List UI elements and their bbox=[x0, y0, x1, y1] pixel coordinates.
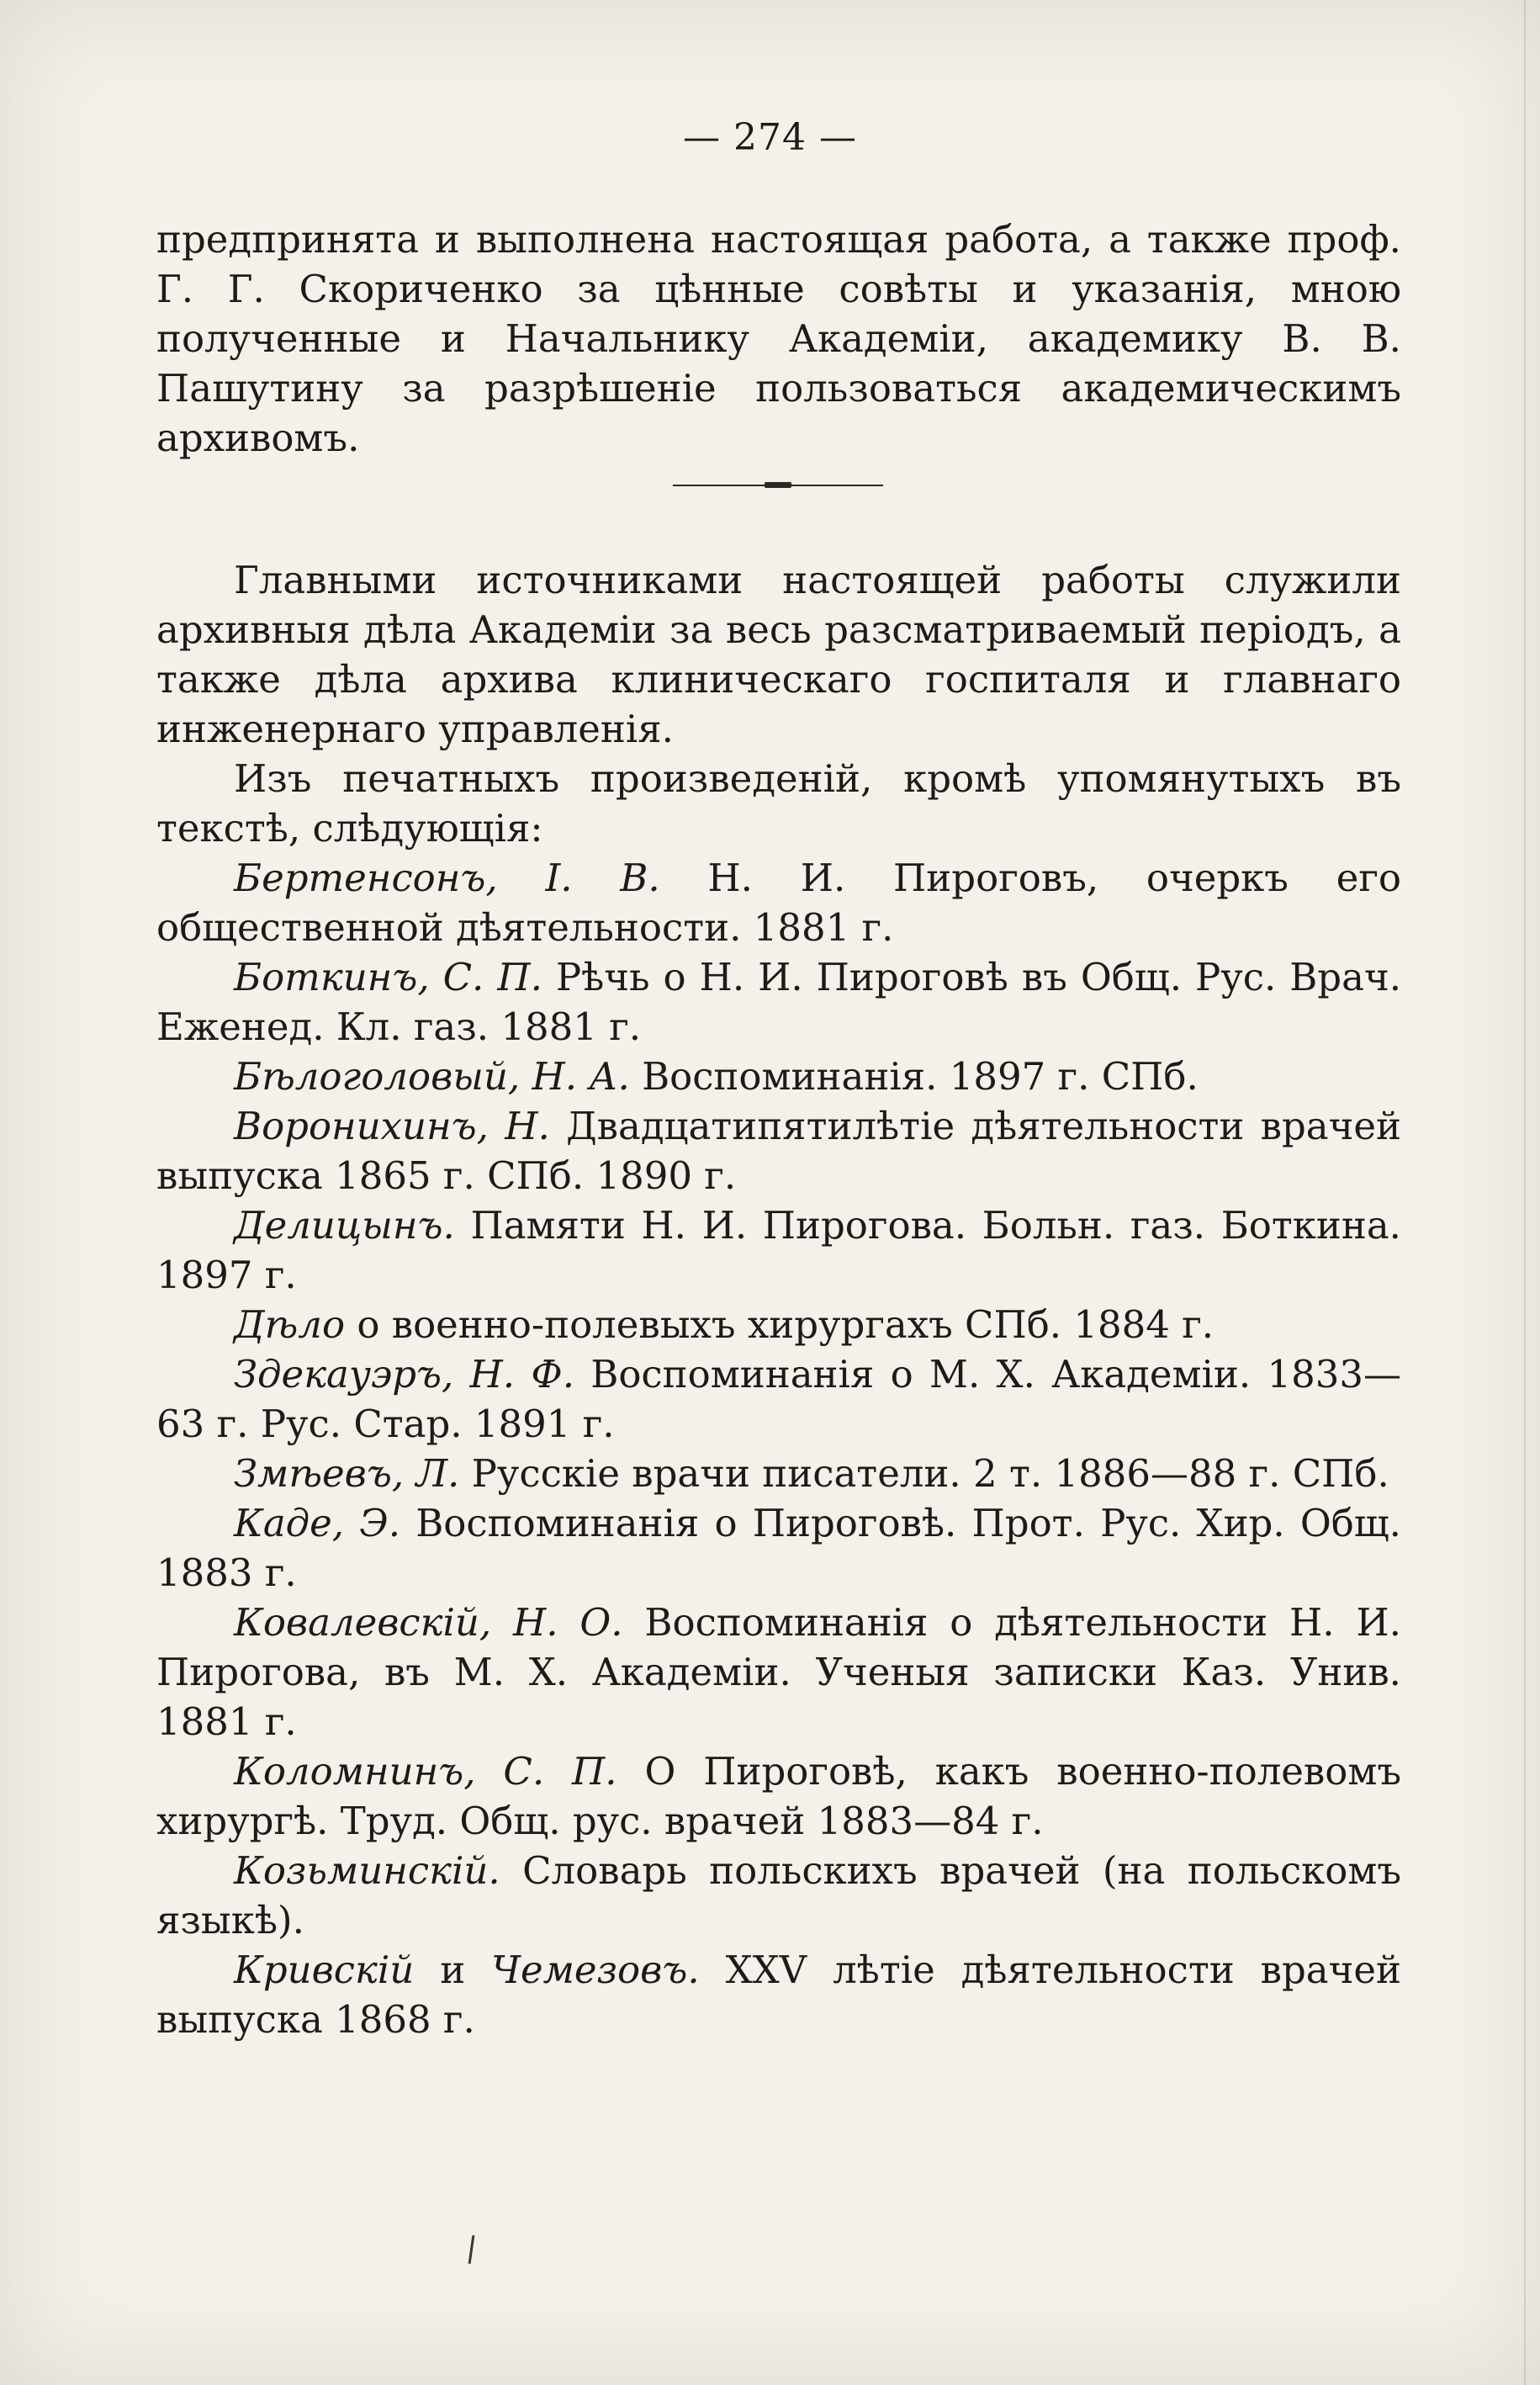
bibliography-author: Воронихинъ, Н. bbox=[234, 1104, 550, 1148]
bibliography-entry bbox=[156, 1349, 1401, 1449]
bibliography-text: Русскіе врачи писатели. 2 т. 1886—88 г. СПб. bbox=[459, 1451, 1389, 1496]
sources-text-block bbox=[156, 555, 1401, 2044]
bibliography-author: Козьминскій. bbox=[234, 1848, 500, 1893]
bibliography-text: Воспоминанія. 1897 г. СПб. bbox=[629, 1054, 1199, 1099]
printed-works-intro: Изъ печатныхъ произведеній, кромѣ упомянутыхъ въ текстѣ, слѣдующія: bbox=[156, 756, 1401, 851]
intro-text-block bbox=[156, 215, 1401, 463]
bibliography-author: Ковалевскій, Н. О. bbox=[234, 1600, 623, 1645]
bibliography-text: Двадцатипятилѣтіе дѣятельности врачей выпуска 1865 г. СПб. 1890 г. bbox=[156, 1104, 1402, 1198]
bibliography-author: Кривскій bbox=[234, 1948, 415, 1992]
bibliography-author: Дѣло bbox=[234, 1302, 346, 1347]
bibliography-entry bbox=[156, 952, 1401, 1052]
bibliography-text: Памяти Н. И. Пирогова. Больн. газ. Боткина. 1897 г. bbox=[156, 1203, 1401, 1297]
bibliography-text: о военно-полевыхъ хирургахъ СПб. 1884 г. bbox=[345, 1302, 1215, 1347]
bibliography-entry bbox=[156, 853, 1401, 952]
bibliography-entry bbox=[156, 1200, 1401, 1300]
bibliography-author: Боткинъ, С. П. bbox=[234, 955, 542, 999]
bibliography-text: и bbox=[414, 1948, 492, 1992]
bibliography-entry bbox=[156, 1746, 1401, 1846]
section-divider-ornament bbox=[765, 482, 791, 488]
bibliography-text: Рѣчь о Н. И. Пироговѣ въ Общ. Рус. Врач. Еженед. Кл. газ. 1881 г. bbox=[156, 955, 1402, 1049]
bibliography-text: Воспоминанія о дѣятельности Н. И. Пирогова, въ М. Х. Академіи. Ученыя записки Каз. Унив. 1881 г. bbox=[156, 1600, 1401, 1744]
bibliography-entry bbox=[156, 1300, 1401, 1349]
bibliography-author: Делицынъ. bbox=[234, 1203, 455, 1248]
bibliography-author: Змѣевъ, Л. bbox=[234, 1451, 460, 1496]
bibliography-coauthor: Чемезовъ. bbox=[491, 1948, 700, 1992]
bibliography-entry bbox=[156, 1101, 1401, 1200]
bibliography-entry bbox=[156, 1498, 1401, 1598]
bibliography-text: О Пироговѣ, какъ военно-полевомъ хирургѣ. Труд. Общ. рус. врачей 1883—84 г. bbox=[156, 1749, 1401, 1843]
intro-paragraph: предпринята и выполнена настоящая работа, а также проф. Г. Г. Скориченко за цѣнные совѣты и указанія, мною полученные и Начальнику Академіи, академику В. В. Пашутину за разрѣшеніе пользоваться академическимъ архивомъ. bbox=[156, 217, 1401, 460]
bibliography-author: Бѣлоголовый, Н. А. bbox=[234, 1054, 630, 1099]
bibliography-entry bbox=[156, 1052, 1401, 1101]
bibliography-text: Словарь польскихъ врачей (на польскомъ языкѣ). bbox=[156, 1848, 1401, 1942]
bibliography-entry bbox=[156, 1945, 1401, 2044]
bibliography-text: Н. И. Пироговъ, очеркъ его общественной дѣятельности. 1881 г. bbox=[156, 856, 1401, 950]
bibliography-text: Воспоминанія о М. Х. Академіи. 1833—63 г. Рус. Стар. 1891 г. bbox=[156, 1352, 1401, 1446]
bibliography-entry bbox=[156, 1598, 1401, 1746]
bibliography-entry bbox=[156, 1846, 1401, 1945]
sources-paragraph: Главными источниками настоящей работы служили архивныя дѣла Академіи за весь разсматриваемый періодъ, а также дѣла архива клиническаго госпиталя и главнаго инженернаго управленія. bbox=[156, 558, 1401, 751]
bibliography-text: Воспоминанія о Пироговѣ. Прот. Рус. Хир. Общ. 1883 г. bbox=[156, 1501, 1401, 1595]
page-edge-line bbox=[1524, 0, 1526, 2385]
bibliography-text-continued: XXV лѣтіе дѣятельности врачей выпуска 1868 г. bbox=[156, 1948, 1401, 2042]
page-number: — 274 — bbox=[683, 116, 857, 159]
bibliography-entry bbox=[156, 1449, 1401, 1498]
ink-mark bbox=[468, 2235, 475, 2264]
bibliography-author: Бертенсонъ, І. В. bbox=[234, 856, 660, 900]
bibliography-author: Каде, Э. bbox=[234, 1501, 401, 1545]
bibliography-author: Коломнинъ, С. П. bbox=[234, 1749, 617, 1794]
bibliography-author: Здекауэръ, Н. Ф. bbox=[234, 1352, 575, 1397]
